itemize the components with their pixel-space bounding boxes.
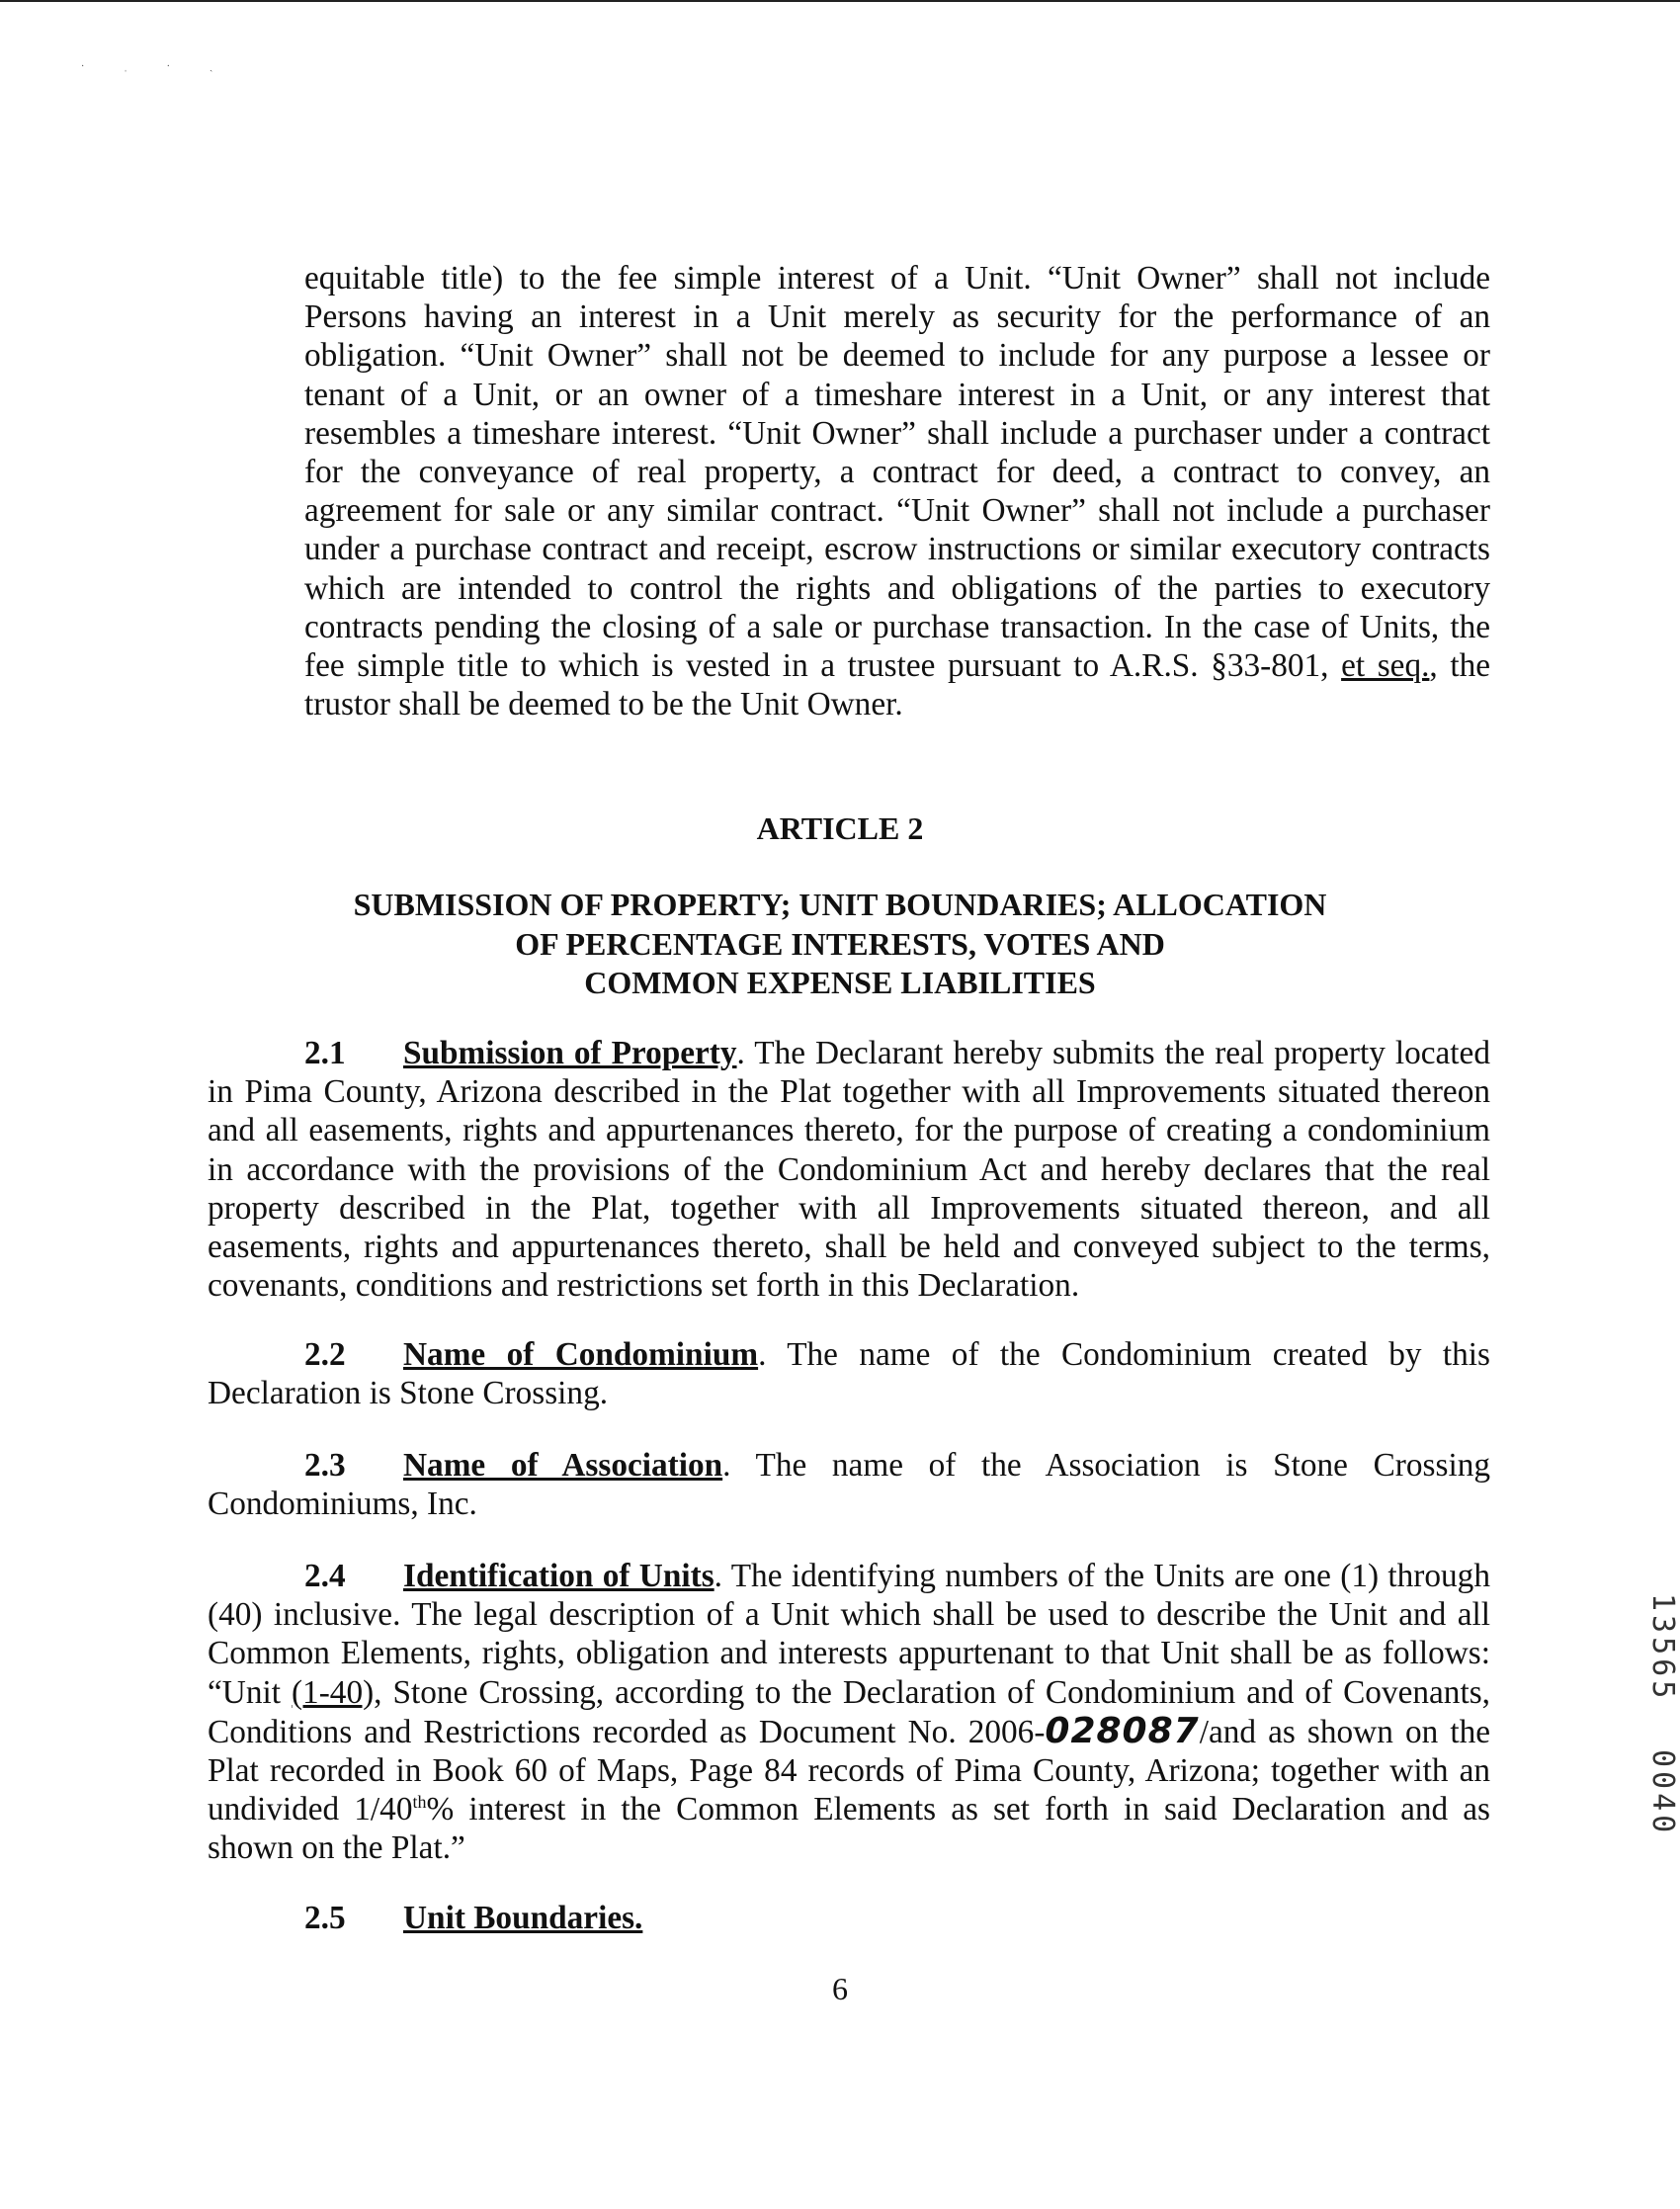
unit-range: (1-40), bbox=[291, 1673, 382, 1711]
article-title bbox=[0, 886, 1680, 1003]
section-text: . The name of the Association is Stone Crossing Condominiums, Inc. bbox=[208, 1447, 1490, 1523]
section-text-b: Stone Crossing, according to the Declaration of Condominium and of Covenants, Conditions and Restrictions recorded as Document No. 2006- bbox=[208, 1673, 1490, 1750]
section-heading: Submission of Property bbox=[403, 1035, 737, 1071]
section-heading: Unit Boundaries. bbox=[403, 1900, 643, 1936]
section-2-5 bbox=[208, 1899, 1490, 1937]
section-2-1 bbox=[208, 1034, 1490, 1305]
section-number: 2.3 bbox=[304, 1447, 346, 1484]
intro-tail: , the trustor shall be deemed to be the Unit Owner. bbox=[304, 647, 1491, 723]
top-edge-rule bbox=[0, 0, 1680, 2]
handwritten-document-number: 028087 bbox=[1045, 1710, 1200, 1751]
intro-text: equitable title) to the fee simple interest of a Unit. “Unit Owner” shall not include Persons having an interest in a Unit merely as security for the performance of an obligation. “Unit Owner” shall not be deemed to include for any purpose a lessee or tenant of a Unit, or an owner of a timeshare interest in a Unit, or any interest that resembles a timeshare interest. “Unit Owner” shall include a purchaser under a contract for the conveyance of real property, a contract for deed, a contract to convey, an agreement for sale or any similar contract. “Unit Owner” shall not include a purchaser under a purchase contract and receipt, escrow instructions or similar executory contracts which are intended to control the rights and obligations of the parties to executory contracts pending the closing of a sale or purchase transaction. In the case of Units, the fee simple title to which is vested in a trustee pursuant to A.R.S. §33-801, bbox=[304, 260, 1490, 685]
intro-paragraph bbox=[304, 259, 1490, 723]
section-2-2 bbox=[208, 1335, 1490, 1412]
section-2-4: 2.4 Identification of Units. The identifying numbers of the Units are one (1) through (40) inclusive. The legal description of a Unit which shall be used to describe the Unit and all Common Elements, rights, obligation and interests appurtenant to that Unit shall be as follows: “Unit (1-40), Stone Crossing, according to the Declaration of Condominium and of Covenants, Conditions and Restrictions recorded as Document No. 2006-028087/and as shown on the Plat recorded in Book 60 of Maps, Page 84 records of Pima County, Arizona; together with an undivided 1/40th% interest in the Common Elements as set forth in said Declaration and as shown on the Plat.” bbox=[208, 1558, 1490, 1867]
stamp-part-2: 0040 bbox=[1645, 1749, 1680, 1837]
section-text-d: % interest in the Common Elements as set forth in said Declaration and as shown on the Plat.” bbox=[208, 1791, 1490, 1867]
article-number: ARTICLE 2 bbox=[756, 810, 924, 846]
section-heading: Identification of Units bbox=[403, 1558, 714, 1594]
section-number: 2.1 bbox=[304, 1035, 346, 1071]
scan-specks: ·ˌ·ˎ bbox=[81, 61, 253, 72]
section-text-a: . The identifying numbers of the Units are one (1) through (40) inclusive. The legal description of a Unit which shall be used to describe the Unit and all Common Elements, rights, obligation and interests appurtenant to that Unit shall be as follows: “Unit bbox=[208, 1558, 1490, 1711]
section-heading: Name of Association bbox=[403, 1447, 723, 1484]
page-number: 6 bbox=[832, 1971, 848, 2006]
section-text: . The name of the Condominium created by this Declaration is Stone Crossing. bbox=[208, 1336, 1490, 1412]
section-number: 2.2 bbox=[304, 1336, 346, 1373]
section-heading: Name of Condominium bbox=[403, 1336, 759, 1373]
ordinal-superscript: th bbox=[412, 1792, 427, 1813]
section-text: . The Declarant hereby submits the real property located in Pima County, Arizona described in the Plat together with all Improvements situated thereon and all easements, rights and appurtenances thereto, for the purpose of creating a condominium in accordance with the provisions of the Condominium Act and hereby declares that the real property described in the Plat, together with all Improvements situated thereon, and all easements, rights and appurtenances thereto, shall be held and conveyed subject to the terms, covenants, conditions and restrictions set forth in this Declaration. bbox=[208, 1035, 1490, 1305]
article-title-line-3: COMMON EXPENSE LIABILITIES bbox=[584, 965, 1096, 1000]
section-number: 2.5 bbox=[304, 1900, 346, 1936]
section-text-c: and as shown on the Plat recorded in Book 60 of Maps, Page 84 records of Pima County, Arizona; together with an undivided 1/40 bbox=[208, 1713, 1490, 1828]
stamp-part-1: 13565 bbox=[1645, 1593, 1680, 1703]
article-title-line-2: OF PERCENTAGE INTERESTS, VOTES AND bbox=[515, 925, 1165, 962]
et-seq: et seq. bbox=[1341, 647, 1430, 685]
section-2-3 bbox=[208, 1446, 1490, 1523]
section-number: 2.4 bbox=[304, 1558, 346, 1594]
recording-stamp bbox=[1645, 1593, 1680, 1863]
article-title-line-1: SUBMISSION OF PROPERTY; UNIT BOUNDARIES; ALLOCATION bbox=[353, 887, 1327, 922]
